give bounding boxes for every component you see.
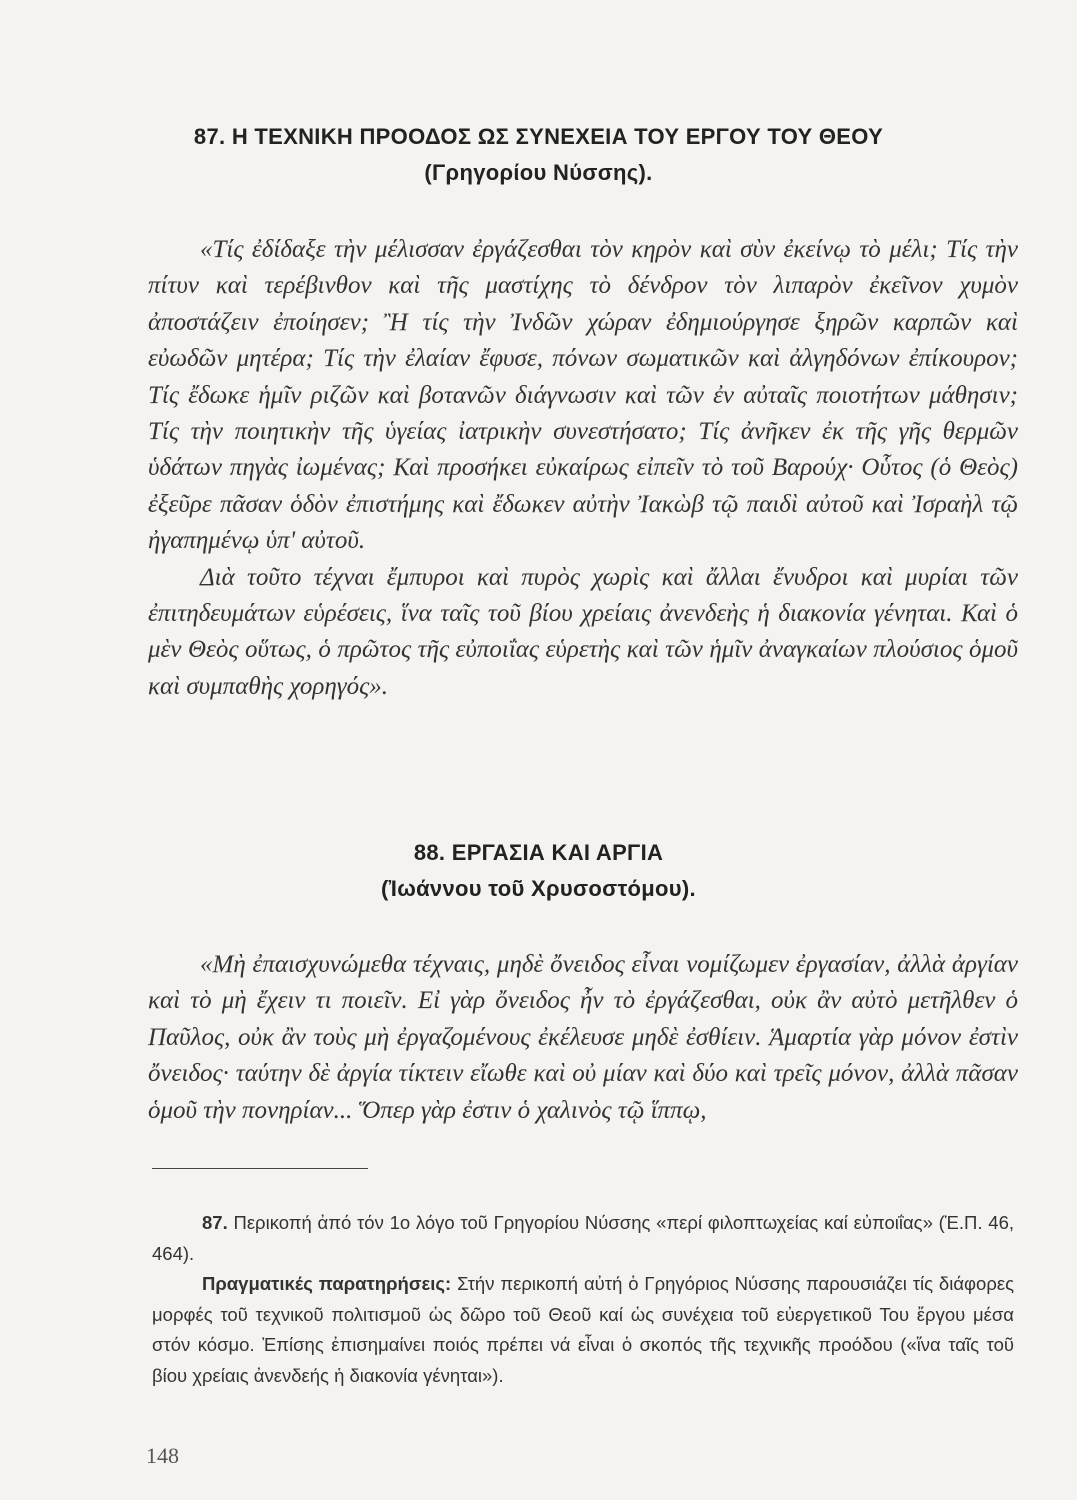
page-number: 148 (146, 1443, 179, 1468)
footnote-number: 87. (202, 1212, 228, 1233)
section-88-passage (148, 947, 1018, 1129)
section-88-title: 88. ΕΡΓΑΣΙΑ ΚΑΙ ΑΡΓΙΑ (413, 840, 664, 865)
footnote-divider (152, 1168, 368, 1169)
section-87-subtitle: (Γρηγορίου Νύσσης). (424, 160, 653, 185)
section-88-subtitle: (Ἰωάννου τοῦ Χρυσοστόμου). (381, 876, 696, 901)
remarks-label: Πραγματικές παρατηρήσεις: (202, 1273, 452, 1294)
section-87-title: 87. Η ΤΕΧΝΙΚΗ ΠΡΟΟΔΟΣ ΩΣ ΣΥΝΕΧΕΙΑ ΤΟΥ ΕΡΓΟΥ ΤΟΥ ΘΕΟΥ (193, 124, 884, 149)
footnotes (152, 1208, 1014, 1391)
section-87-passage (148, 232, 1018, 705)
remarks (152, 1269, 1014, 1391)
footnote-text: Περικοπή ἀπό τόν 1ο λόγο τοῦ Γρηγορίου Νύσσης «περί φιλοπτωχείας καί εὐποιΐας» (Ἑ.Π. 46, 464). (152, 1212, 1014, 1264)
footnote-87 (152, 1208, 1014, 1269)
section-88-paragraph-1: «Μὴ ἐπαισχυνώμεθα τέχναις, μηδὲ ὄνειδος εἶναι νομίζωμεν ἐργασίαν, ἀλλὰ ἀργίαν καὶ τὸ μὴ ἔχειν τι ποιεῖν. Εἰ γὰρ ὄνειδος ἦν τὸ ἐργάζεσθαι, οὐκ ἂν αὐτὸ μετῆλθεν ὁ Παῦλος, οὐκ ἂν τοὺς μὴ ἐργαζομένους ἐκέλευσε μηδὲ ἐσθίειν. Ἁμαρτία γὰρ μόνον ἐστὶν ὄνειδος· ταύτην δὲ ἀργία τίκτειν εἴωθε καὶ οὐ μίαν καὶ δύο καὶ τρεῖς μόνον, ἀλλὰ πᾶσαν ὁμοῦ τὴν πονηρίαν... Ὅπερ γὰρ ἐστιν ὁ χαλινὸς τῷ ἵππῳ, (148, 951, 1018, 1124)
remarks-text: Στήν περικοπή αὐτή ὁ Γρηγόριος Νύσσης παρουσιάζει τίς διάφορες μορφές τοῦ τεχνικοῦ πολιτισμοῦ ὡς δῶρο τοῦ Θεοῦ καί ὡς συνέχεια τοῦ εὐεργετικοῦ Του ἔργου μέσα στόν κόσμο. Ἐπίσης ἐπισημαίνει ποιός πρέπει νά εἶναι ὁ σκοπός τῆς τεχνικῆς προόδου («ἵνα ταῖς τοῦ βίου χρείαις ἀνενδεής ἡ διακονία γένηται»). (152, 1273, 1014, 1386)
section-87-paragraph-1: «Τίς ἐδίδαξε τὴν μέλισσαν ἐργάζεσθαι τὸν κηρὸν καὶ σὺν ἐκείνῳ τὸ μέλι; Τίς τὴν πίτυν καὶ τερέβινθον καὶ τῆς μαστίχης τὸ δένδρον τὸν λιπαρὸν ἐκεῖνον χυμὸν ἀποστάζειν ἐποίησεν; Ἢ τίς τὴν Ἰνδῶν χώραν ἐδημιούργησε ξηρῶν καρπῶν καὶ εὐωδῶν μητέρα; Τίς τὴν ἐλαίαν ἔφυσε, πόνων σωματικῶν καὶ ἀλγηδόνων ἐπίκουρον; Τίς ἔδωκε ἡμῖν ριζῶν καὶ βοτανῶν διάγνωσιν καὶ τῶν ἐν αὐταῖς ποιοτήτων μάθησιν; Τίς τὴν ποιητικὴν τῆς ὑγείας ἰατρικὴν συνεστήσατο; Τίς ἀνῆκεν ἐκ τῆς γῆς θερμῶν ὑδάτων πηγὰς ἰωμένας; Καὶ προσήκει εὐκαίρως εἰπεῖν τὸ τοῦ Βαρούχ· Οὗτος (ὁ Θεὸς) ἐξεῦρε πᾶσαν ὁδὸν ἐπιστήμης καὶ ἔδωκεν αὐτὴν Ἰακὼβ τῷ παιδὶ αὐτοῦ καὶ Ἰσραὴλ τῷ ἠγαπημένῳ ὑπ' αὐτοῦ. (148, 236, 1018, 555)
section-87-paragraph-2: Διὰ τοῦτο τέχναι ἔμπυροι καὶ πυρὸς χωρὶς καὶ ἄλλαι ἔνυδροι καὶ μυρίαι τῶν ἐπιτηδευμάτων εὑρέσεις, ἵνα ταῖς τοῦ βίου χρείαις ἀνενδεὴς ἡ διακονία γένηται. Καὶ ὁ μὲν Θεὸς οὕτως, ὁ πρῶτος τῆς εὐποιΐας εὑρετὴς καὶ τῶν ἡμῖν ἀναγκαίων πλούσιος ὁμοῦ καὶ συμπαθὴς χορηγός». (148, 563, 1018, 700)
